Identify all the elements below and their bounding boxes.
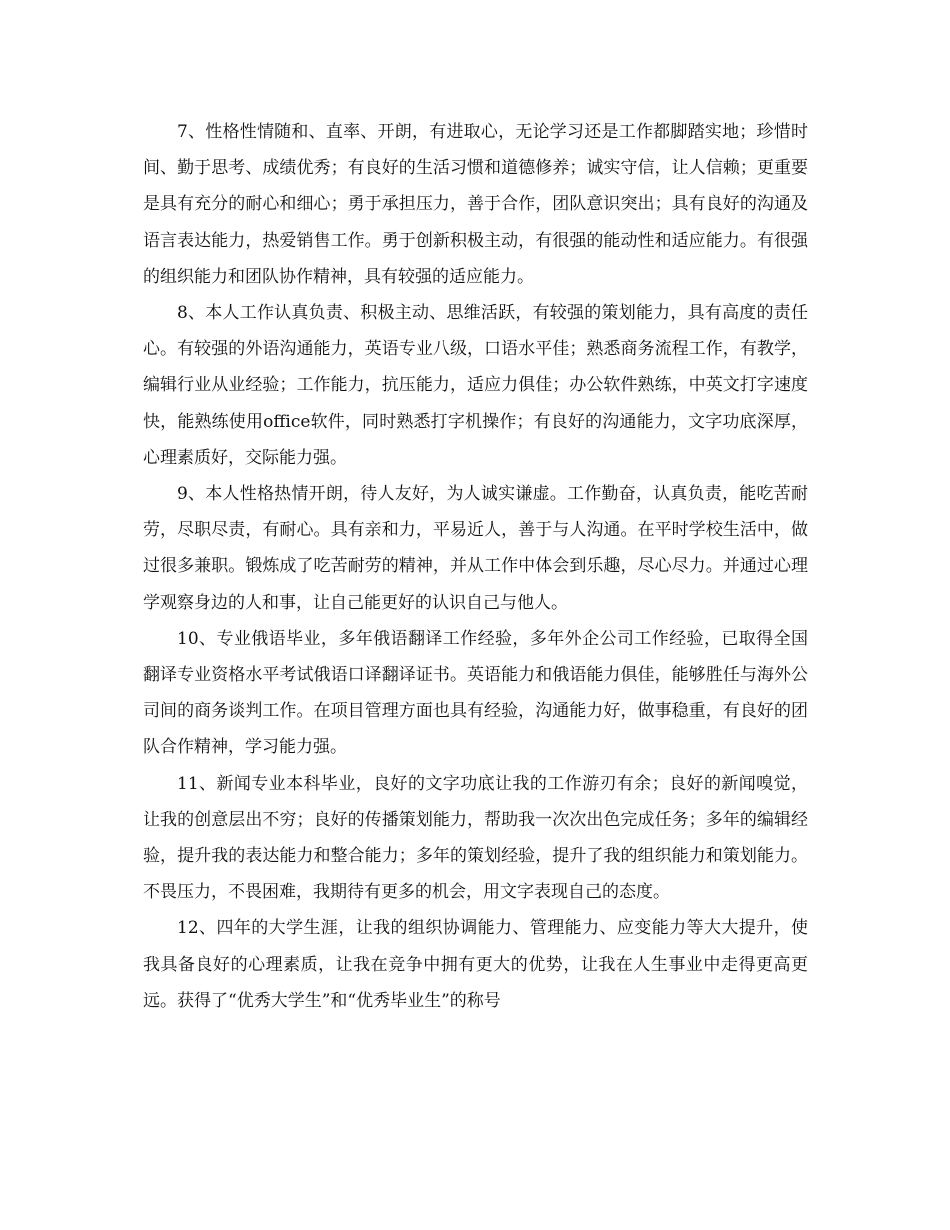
paragraph-12: 12、四年的大学生涯，让我的组织协调能力、管理能力、应变能力等大大提升，使我具备良好的心理素质，让我在竞争中拥有更大的优势，让我在人生事业中走得更高更远。获得了“优秀大学生”和“优秀毕业生”的称号	[143, 918, 808, 1011]
paragraph-11: 11、新闻专业本科毕业，良好的文字功底让我的工作游刃有余；良好的新闻嗅觉，让我的创意层出不穷；良好的传播策划能力，帮助我一次次出色完成任务；多年的编辑经验，提升我的表达能力和整合能力；多年的策划经验，提升了我的组织能力和策划能力。不畏压力，不畏困难，我期待有更多的机会，用文字表现自己的态度。	[143, 773, 808, 903]
paragraph-8: 8、本人工作认真负责、积极主动、思维活跃，有较强的策划能力，具有高度的责任心。有较强的外语沟通能力，英语专业八级，口语水平佳；熟悉商务流程工作，有教学，编辑行业从业经验；工作能力，抗压能力，适应力俱佳；办公软件熟练，中英文打字速度快，能熟练使用office软件，同时熟悉打字机操作；有良好的沟通能力，文字功底深厚，心理素质好，交际能力强。	[143, 303, 808, 468]
paragraph-10: 10、专业俄语毕业，多年俄语翻译工作经验，多年外企公司工作经验，已取得全国翻译专业资格水平考试俄语口译翻译证书。英语能力和俄语能力俱佳，能够胜任与海外公司间的商务谈判工作。在项目管理方面也具有经验，沟通能力好，做事稳重，有良好的团队合作精神，学习能力强。	[143, 628, 808, 758]
paragraph-7: 7、性格性情随和、直率、开朗，有进取心，无论学习还是工作都脚踏实地；珍惜时间、勤于思考、成绩优秀；有良好的生活习惯和道德修养；诚实守信，让人信赖；更重要是具有充分的耐心和细心；勇于承担压力，善于合作，团队意识突出；具有良好的沟通及语言表达能力，热爱销售工作。勇于创新积极主动，有很强的能动性和适应能力。有很强的组织能力和团队协作精神，具有较强的适应能力。	[143, 122, 808, 287]
paragraph-9: 9、本人性格热情开朗，待人友好，为人诚实谦虚。工作勤奋，认真负责，能吃苦耐劳，尽职尽责，有耐心。具有亲和力，平易近人，善于与人沟通。在平时学校生活中，做过很多兼职。锻炼成了吃苦耐劳的精神，并从工作中体会到乐趣，尽心尽力。并通过心理学观察身边的人和事，让自己能更好的认识自己与他人。	[143, 484, 808, 613]
document-body	[143, 114, 808, 1019]
